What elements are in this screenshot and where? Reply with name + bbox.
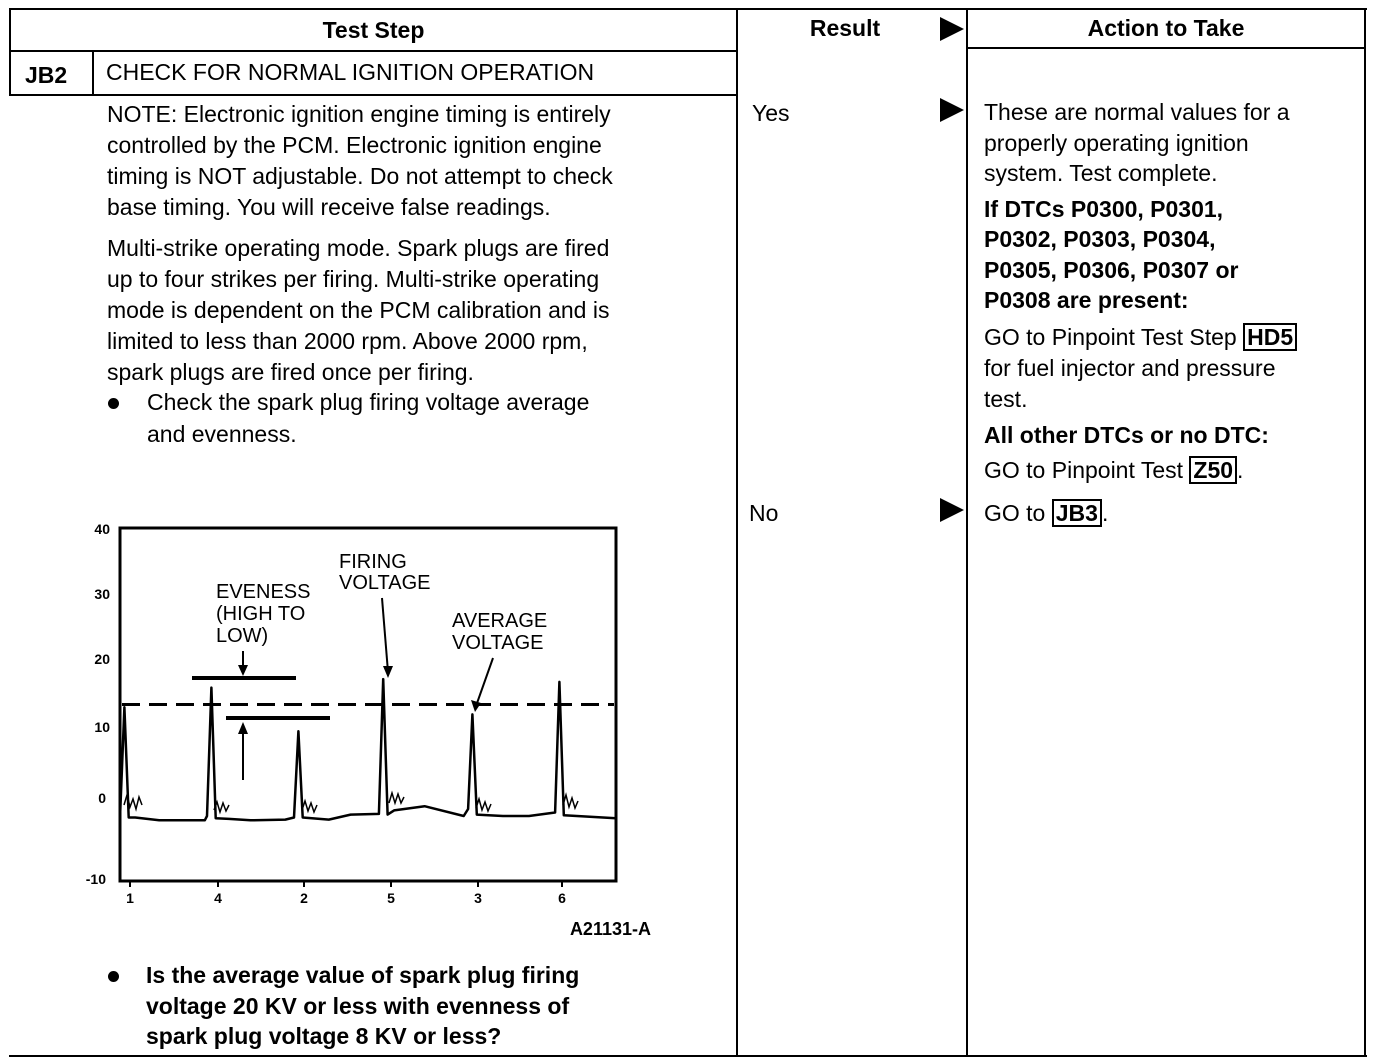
x-tick-label: 6 bbox=[558, 890, 566, 906]
evenness-arrow-down-head bbox=[238, 665, 248, 676]
question-line: voltage 20 KV or less with evenness of bbox=[146, 993, 570, 1019]
step-title: CHECK FOR NORMAL IGNITION OPERATION bbox=[106, 59, 595, 85]
table-bottom-border bbox=[9, 1055, 1367, 1057]
note-line: NOTE: Electronic ignition engine timing is entirely bbox=[107, 101, 611, 127]
header-result: Result bbox=[809, 15, 881, 41]
y-tick-label: 40 bbox=[94, 521, 110, 537]
firing-voltage-label: FIRING bbox=[339, 551, 407, 573]
column-divider-action bbox=[966, 8, 968, 1057]
result-yes: Yes bbox=[752, 100, 790, 126]
table-right-border bbox=[1364, 8, 1366, 1057]
firing-voltage-pointer-head bbox=[383, 666, 393, 678]
note-line: base timing. You will receive false readings. bbox=[107, 194, 551, 220]
goto-jb3-period: . bbox=[1101, 500, 1109, 526]
other-dtc-condition: All other DTCs or no DTC: bbox=[984, 422, 1269, 448]
action-line: system. Test complete. bbox=[984, 160, 1218, 186]
paragraph-line: limited to less than 2000 rpm. Above 2000 rpm, bbox=[107, 328, 588, 354]
average-voltage-pointer bbox=[476, 658, 493, 706]
y-tick-label: 30 bbox=[94, 586, 110, 602]
x-tick-label: 4 bbox=[214, 890, 222, 906]
action-line: properly operating ignition bbox=[984, 130, 1249, 156]
result-no-arrow-icon bbox=[940, 498, 964, 522]
goto-jb3-line bbox=[984, 498, 1108, 529]
action-line: for fuel injector and pressure bbox=[984, 355, 1276, 381]
x-tick-label: 5 bbox=[387, 890, 395, 906]
header-underline-action bbox=[966, 47, 1366, 49]
y-tick-label: 0 bbox=[98, 790, 106, 806]
noise-burst bbox=[563, 795, 578, 808]
note-line: timing is NOT adjustable. Do not attempt to check bbox=[107, 163, 613, 189]
waveform-chart bbox=[0, 0, 738, 960]
noise-bursts bbox=[124, 793, 578, 812]
x-tick-label: 1 bbox=[126, 890, 134, 906]
y-tick-label: 10 bbox=[94, 719, 110, 735]
dtc-condition-line: P0308 are present: bbox=[984, 287, 1189, 313]
paragraph-line: Multi-strike operating mode. Spark plugs are fired bbox=[107, 235, 610, 261]
note-line: controlled by the PCM. Electronic ignition engine bbox=[107, 132, 602, 158]
result-no: No bbox=[749, 500, 779, 526]
goto-jb3-text: GO to bbox=[984, 500, 1046, 526]
x-tick-label: 3 bbox=[474, 890, 482, 906]
y-tick-label: -10 bbox=[85, 871, 106, 887]
goto-z50-period: . bbox=[1237, 457, 1244, 483]
goto-z50-line bbox=[984, 455, 1243, 486]
action-line: These are normal values for a bbox=[984, 99, 1290, 125]
x-tick-label: 2 bbox=[300, 890, 308, 906]
bullet-icon bbox=[108, 971, 119, 982]
dtc-condition-line: P0305, P0306, P0307 or bbox=[984, 257, 1239, 283]
dtc-condition-line: P0302, P0303, P0304, bbox=[984, 226, 1216, 252]
dtc-condition-line: If DTCs P0300, P0301, bbox=[984, 196, 1224, 222]
goto-hd5-text: GO to Pinpoint Test Step bbox=[984, 324, 1237, 350]
question-line: Is the average value of spark plug firing bbox=[146, 962, 580, 988]
waveform-line bbox=[120, 679, 616, 820]
paragraph-line: up to four strikes per firing. Multi-strike operating bbox=[107, 266, 600, 292]
goto-hd5-line bbox=[984, 322, 1297, 353]
evenness-label: EVENESS bbox=[216, 581, 311, 603]
paragraph-line: mode is dependent on the PCM calibration and is bbox=[107, 297, 610, 323]
noise-burst bbox=[124, 795, 142, 809]
bullet-line: and evenness. bbox=[147, 421, 297, 447]
evenness-arrow-up-head bbox=[238, 722, 248, 734]
goto-z50-text: GO to Pinpoint Test bbox=[984, 457, 1184, 483]
figure-id: A21131-A bbox=[569, 919, 651, 939]
z50-reference-link[interactable]: Z50 bbox=[1189, 456, 1237, 484]
evenness-label: (HIGH TO bbox=[216, 603, 306, 625]
hd5-reference-link[interactable]: HD5 bbox=[1243, 323, 1297, 351]
y-tick-label: 20 bbox=[94, 651, 110, 667]
noise-burst bbox=[389, 793, 404, 803]
firing-voltage-label: VOLTAGE bbox=[339, 572, 431, 594]
header-arrow-icon bbox=[940, 17, 964, 41]
jb3-reference-link[interactable]: JB3 bbox=[1052, 499, 1102, 527]
average-voltage-label: AVERAGE bbox=[452, 610, 548, 632]
question-line: spark plug voltage 8 KV or less? bbox=[146, 1023, 502, 1049]
step-id: JB2 bbox=[25, 62, 68, 88]
header-test-step: Test Step bbox=[322, 17, 425, 43]
firing-voltage-pointer bbox=[382, 598, 388, 672]
result-yes-arrow-icon bbox=[940, 98, 964, 122]
average-voltage-label: VOLTAGE bbox=[452, 632, 544, 654]
noise-burst bbox=[476, 799, 491, 811]
paragraph-line: spark plugs are fired once per firing. bbox=[107, 359, 474, 385]
action-line: test. bbox=[984, 386, 1028, 412]
bullet-line: Check the spark plug firing voltage average bbox=[147, 389, 590, 415]
noise-burst bbox=[302, 801, 317, 812]
evenness-label: LOW) bbox=[216, 625, 269, 647]
header-action: Action to Take bbox=[1087, 15, 1245, 41]
